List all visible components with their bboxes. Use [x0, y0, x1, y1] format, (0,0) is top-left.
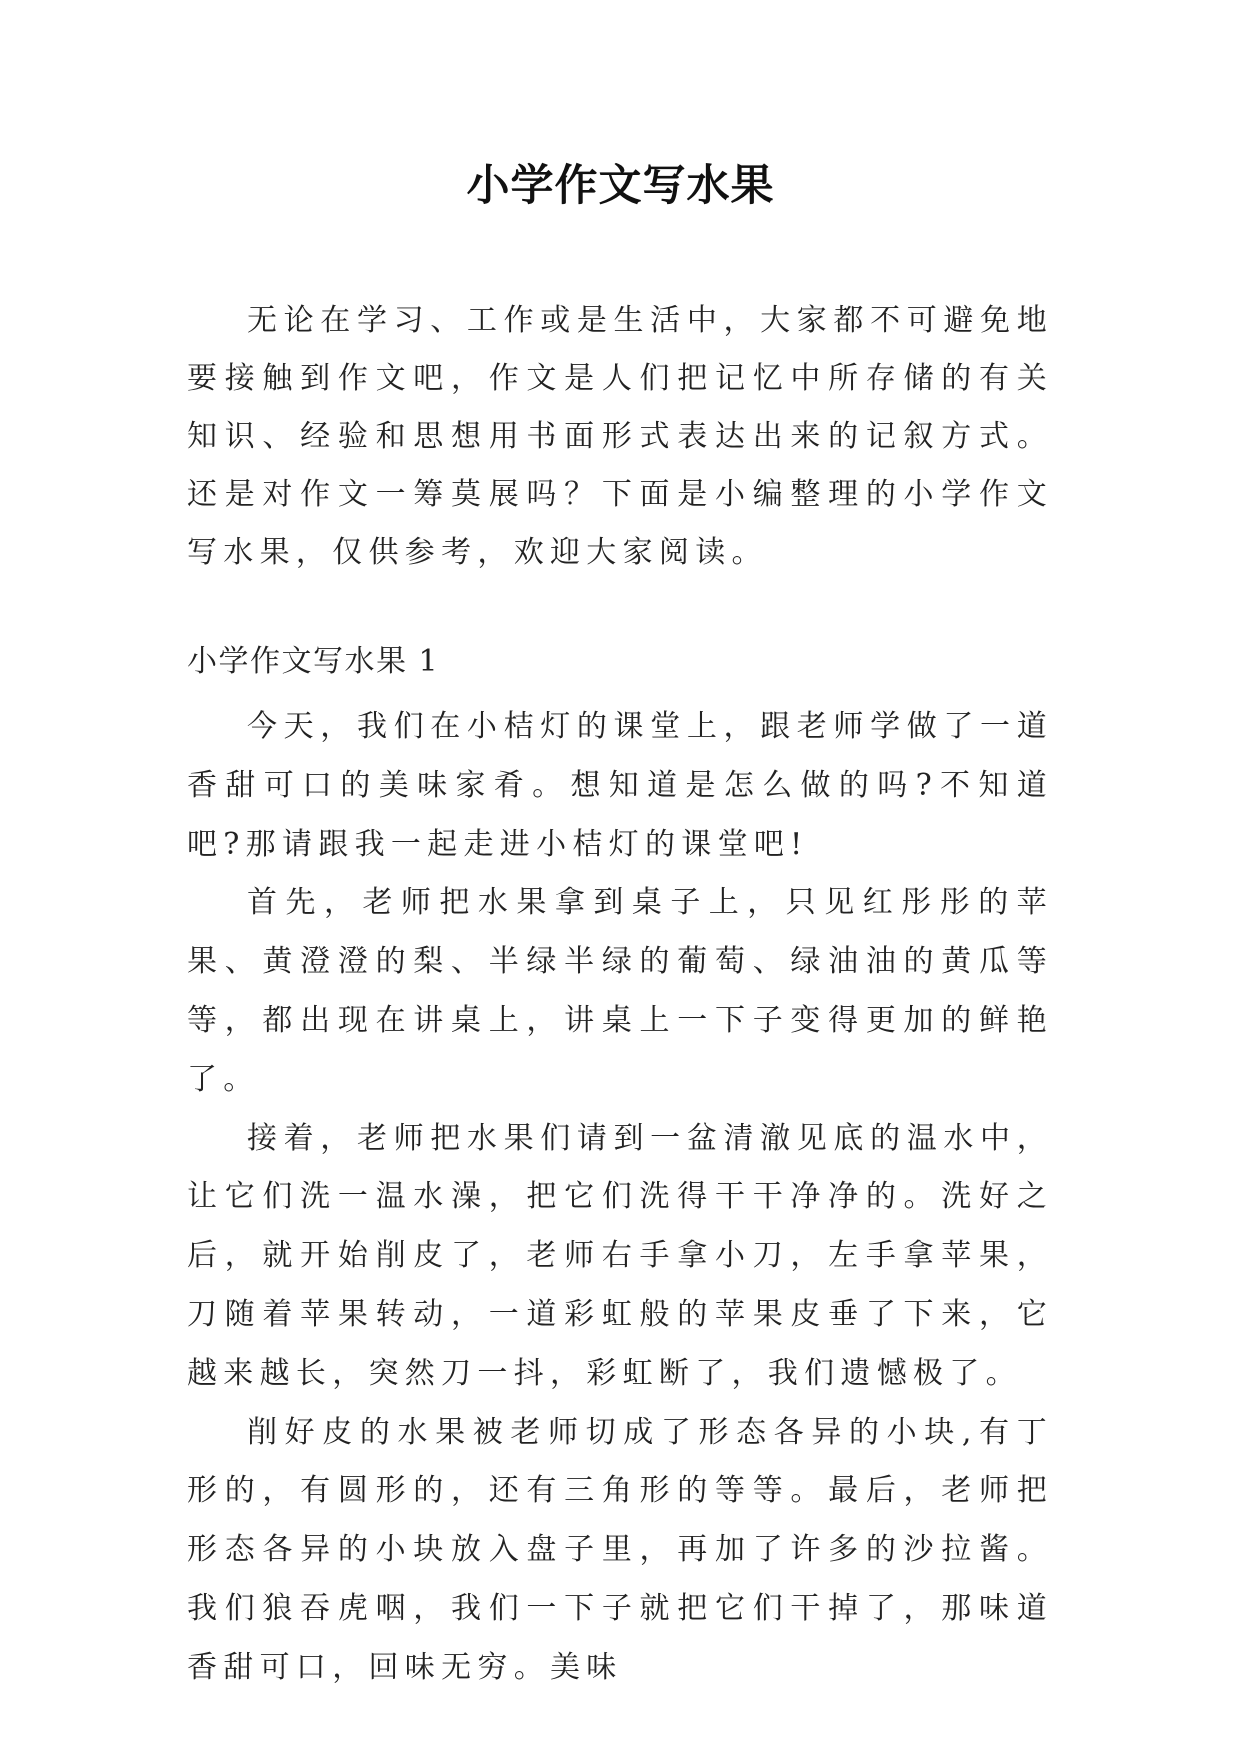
document-title: 小学作文写水果 — [466, 161, 775, 211]
section-heading: 小学作文写水果 1 — [187, 644, 440, 679]
essay-paragraph: 削好皮的水果被老师切成了形态各异的小块,有丁形的，有圆形的，还有三角形的等等。最后，老师把形态各异的小块放入盘子里，再加了许多的沙拉酱。我们狼吞虎咽，我们一下子就把它们干掉了，那味道香甜可口，回味无穷。美味 — [187, 1414, 1053, 1685]
intro-text: 无论在学习、工作或是生活中，大家都不可避免地要接触到作文吧，作文是人们把记忆中所存储的有关知识、经验和思想用书面形式表达出来的记叙方式。还是对作文一筹莫展吗？下面是小编整理的小学作文写水果，仅供参考，欢迎大家阅读。 — [187, 303, 1053, 570]
essay-paragraph: 接着，老师把水果们请到一盆清澈见底的温水中，让它们洗一温水澡，把它们洗得干干净净的。洗好之后，就开始削皮了，老师右手拿小刀，左手拿苹果，刀随着苹果转动，一道彩虹般的苹果皮垂了下来，它越来越长，突然刀一抖，彩虹断了，我们遗憾极了。 — [187, 1120, 1053, 1391]
intro-paragraph — [187, 292, 1053, 582]
essay-paragraph: 今天，我们在小桔灯的课堂上，跟老师学做了一道香甜可口的美味家肴。想知道是怎么做的吗?不知道吧?那请跟我一起走进小桔灯的课堂吧! — [187, 709, 1053, 862]
essay-paragraph: 首先，老师把水果拿到桌子上，只见红彤彤的苹果、黄澄澄的梨、半绿半绿的葡萄、绿油油的黄瓜等等，都出现在讲桌上，讲桌上一下子变得更加的鲜艳了。 — [187, 885, 1053, 1097]
essay-body — [187, 698, 1053, 1698]
